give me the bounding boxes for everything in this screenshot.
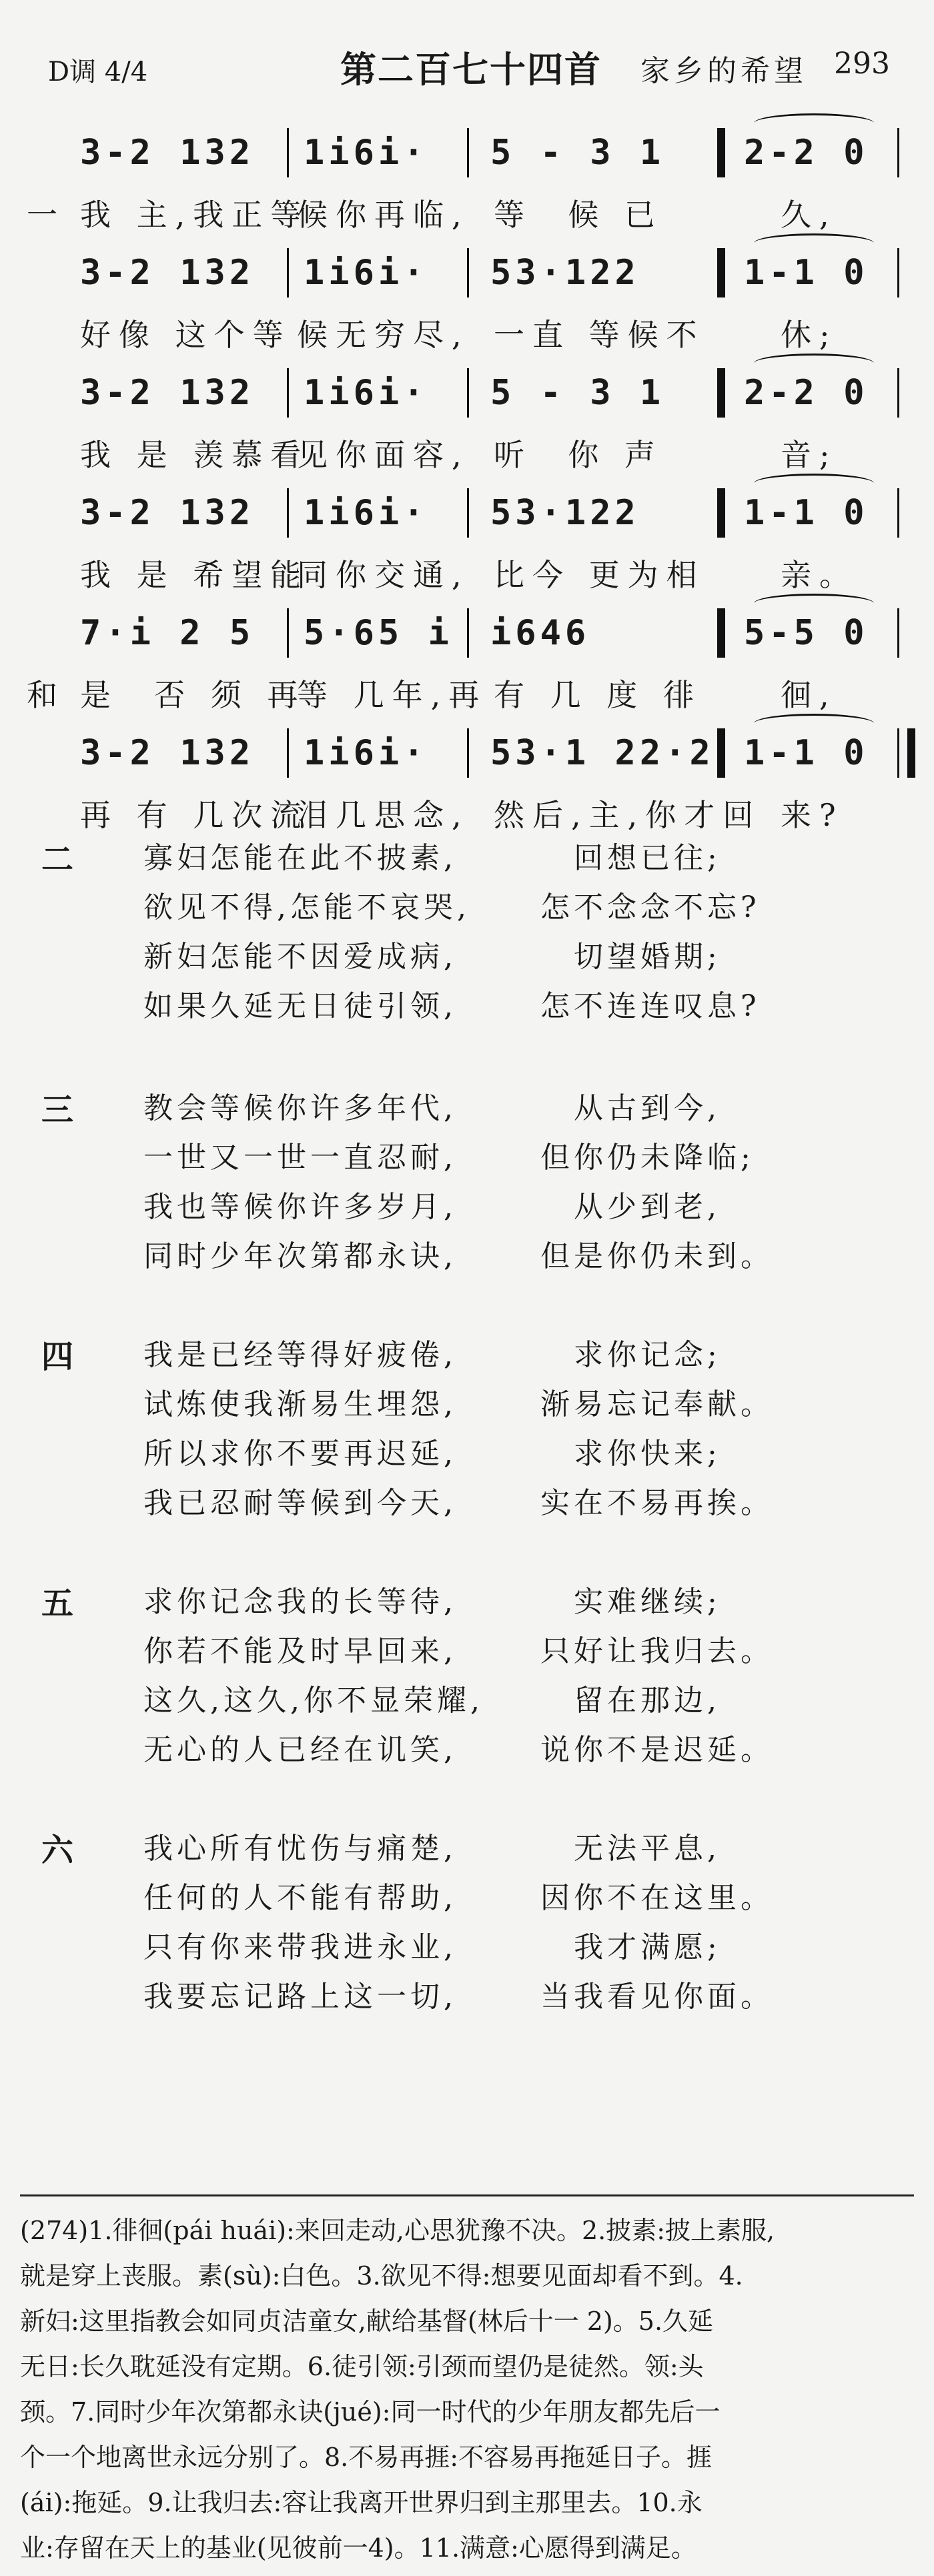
footnote-line: 就是穿上丧服。素(sù):白色。3.欲见不得:想要见面却看不到。4. — [20, 2261, 743, 2291]
measure-notes: 3-2 132 — [80, 253, 255, 293]
measure-notes: 3-2 132 — [80, 493, 255, 533]
verse-line: 切望婚期; — [574, 940, 721, 974]
verse-line: 求你记念; — [574, 1338, 721, 1372]
lyric-text: 听 你 声 — [494, 437, 663, 473]
lyric-text: 来? — [781, 797, 844, 833]
barline — [897, 368, 899, 418]
lyric-prefix: 一 — [27, 197, 65, 233]
slur — [754, 594, 874, 613]
score-system — [0, 113, 934, 240]
barline — [467, 128, 469, 177]
verse-line: 但你仍未降临; — [540, 1141, 755, 1175]
barline — [897, 128, 899, 177]
barline — [717, 248, 725, 297]
lyric-text: 音; — [781, 437, 838, 473]
slur — [754, 714, 874, 733]
verse-line: 这久,这久,你不显荣耀, — [143, 1684, 484, 1718]
barline — [717, 488, 725, 538]
lyric-prefix: 和 — [27, 677, 65, 713]
barline — [467, 368, 469, 418]
measure-notes: 2-2 0 — [744, 133, 869, 173]
measure-notes: 1i6i· — [304, 733, 428, 773]
verse-line: 我才满愿; — [574, 1930, 721, 1964]
lyric-text: 好像 这个等 — [80, 317, 292, 353]
barline — [467, 488, 469, 538]
measure-notes: 53·122 — [490, 253, 640, 293]
stanza-number: 六 — [41, 1832, 74, 1869]
final-barline — [907, 728, 915, 778]
measure-notes: 3-2 132 — [80, 733, 255, 773]
verse-line: 留在那边, — [574, 1684, 721, 1718]
verse-line: 无心的人已经在讥笑, — [143, 1733, 457, 1767]
barline — [287, 608, 289, 658]
barline — [717, 368, 725, 418]
measure-notes: 1i6i· — [304, 133, 428, 173]
footnote-line: (274)1.徘徊(pái huái):来回走动,心思犹豫不决。2.披素:披上素服, — [20, 2216, 775, 2245]
verse-line: 任何的人不能有帮助, — [143, 1881, 457, 1915]
lyric-text: 有 几 度 徘 — [494, 677, 702, 713]
verse-line: 说你不是迟延。 — [540, 1733, 774, 1767]
lyric-text: 是 否 须 再 — [80, 677, 306, 713]
verse-line: 回想已往; — [574, 841, 721, 875]
verse-line: 一世又一世一直忍耐, — [143, 1141, 457, 1175]
barline — [897, 728, 899, 778]
verse-line: 实在不易再挨。 — [540, 1486, 774, 1520]
verse-line: 但是你仍未到。 — [540, 1239, 774, 1273]
lyric-text: 泪几思念, — [297, 797, 470, 833]
measure-notes: 2-2 0 — [744, 373, 869, 413]
footnotes — [20, 2208, 907, 2571]
slur — [754, 474, 874, 493]
lyric-text: 等 候 已 — [494, 197, 663, 233]
measure-notes: 5 - 3 1 — [490, 133, 665, 173]
verse-line: 求你快来; — [574, 1437, 721, 1471]
footnote-line: 无日:长久耽延没有定期。6.徒引领:引颈而望仍是徒然。领:头 — [20, 2352, 704, 2381]
footnote-divider — [20, 2194, 914, 2196]
verse-line: 只好让我归去。 — [540, 1634, 774, 1668]
verse-line: 我心所有忧伤与痛楚, — [143, 1832, 457, 1866]
page-number: 293 — [834, 47, 890, 81]
verse-line: 只有你来带我进永业, — [143, 1930, 457, 1964]
lyric-text: 候你再临, — [297, 197, 470, 233]
score-system — [0, 714, 934, 840]
verse-line: 渐易忘记奉献。 — [540, 1387, 774, 1421]
lyric-text: 休; — [781, 317, 838, 353]
lyric-text: 然后,主,你才回 — [494, 797, 762, 833]
score-system — [0, 233, 934, 360]
hymn-title: 家乡的希望 — [640, 54, 807, 88]
lyric-text: 徊, — [781, 677, 837, 713]
measure-notes: 1i6i· — [304, 253, 428, 293]
lyric-text: 见你面容, — [297, 437, 470, 473]
key-signature: D调 4/4 — [48, 57, 148, 87]
barline — [467, 608, 469, 658]
hymn-number: 第二百七十四首 — [340, 48, 602, 91]
verse-line: 你若不能及时早回来, — [143, 1634, 457, 1668]
slur — [754, 354, 874, 373]
measure-notes: 1-1 0 — [744, 733, 869, 773]
score-system — [0, 594, 934, 720]
verse-line: 无法平息, — [574, 1832, 721, 1866]
lyric-text: 我 是 羡慕看 — [80, 437, 310, 473]
lyric-text: 再 有 几次流 — [80, 797, 310, 833]
barline — [897, 488, 899, 538]
verse-line: 当我看见你面。 — [540, 1980, 774, 2014]
barline — [467, 248, 469, 297]
barline — [467, 728, 469, 778]
measure-notes: 1-1 0 — [744, 253, 869, 293]
barline — [717, 728, 725, 778]
barline — [287, 248, 289, 297]
stanza-number: 五 — [41, 1585, 74, 1622]
measure-notes: 5·65 i — [304, 613, 453, 653]
measure-notes: 1i6i· — [304, 373, 428, 413]
measure-notes: 3-2 132 — [80, 373, 255, 413]
barline — [287, 128, 289, 177]
verse-line: 从少到老, — [574, 1190, 721, 1224]
measure-notes: 53·122 — [490, 493, 640, 533]
verse-line: 怎不连连叹息? — [540, 989, 761, 1023]
verse-line: 我也等候你许多岁月, — [143, 1190, 457, 1224]
slur — [754, 233, 874, 253]
stanza-number: 二 — [41, 841, 74, 878]
measure-notes: 5-5 0 — [744, 613, 869, 653]
lyric-text: 候无穷尽, — [297, 317, 470, 353]
footnote-line: (ái):拖延。9.让我归去:容让我离开世界归到主那里去。10.永 — [20, 2488, 703, 2517]
score-system — [0, 354, 934, 480]
verse-line: 所以求你不要再迟延, — [143, 1437, 457, 1471]
barline — [287, 488, 289, 538]
measure-notes: 1-1 0 — [744, 493, 869, 533]
lyric-text: 亲。 — [781, 557, 858, 593]
verse-line: 寡妇怎能在此不披素, — [143, 841, 457, 875]
verse-line: 试炼使我渐易生埋怨, — [143, 1387, 457, 1421]
lyric-text: 我 是 希望能 — [80, 557, 310, 593]
verse-line: 我是已经等得好疲倦, — [143, 1338, 457, 1372]
measure-notes: 53·1 22·2 — [490, 733, 715, 773]
verse-line: 因你不在这里。 — [540, 1881, 774, 1915]
barline — [717, 128, 725, 177]
measure-notes: 7·i 2 5 — [80, 613, 255, 653]
lyric-text: 同你交通, — [297, 557, 470, 593]
barline — [287, 368, 289, 418]
stanza-number: 四 — [41, 1338, 74, 1375]
score-system — [0, 474, 934, 600]
verse-line: 欲见不得,怎能不哀哭, — [143, 890, 470, 924]
verse-line: 如果久延无日徒引领, — [143, 989, 457, 1023]
verse-line: 从古到今, — [574, 1091, 721, 1125]
page-header — [0, 0, 934, 100]
stanza-number: 三 — [41, 1091, 74, 1129]
footnote-line: 个一个地离世永远分别了。8.不易再捱:不容易再拖延日子。捱 — [20, 2443, 713, 2472]
barline — [287, 728, 289, 778]
footnote-line: 颈。7.同时少年次第都永诀(jué):同一时代的少年朋友都先后一 — [20, 2397, 721, 2427]
lyric-text: 我 主,我正等 — [80, 197, 310, 233]
footnote-line: 业:存留在天上的基业(见彼前一4)。11.满意:心愿得到满足。 — [20, 2533, 696, 2563]
lyric-text: 久, — [781, 197, 837, 233]
verse-line: 怎不念念不忘? — [540, 890, 761, 924]
lyric-text: 一直 等候不 — [494, 317, 705, 353]
verse-line: 我已忍耐等候到今天, — [143, 1486, 457, 1520]
footnote-line: 新妇:这里指教会如同贞洁童女,献给基督(林后十一 2)。5.久延 — [20, 2307, 714, 2336]
measure-notes: i646 — [490, 613, 590, 653]
lyric-text: 比今 更为相 — [494, 557, 705, 593]
measure-notes: 3-2 132 — [80, 133, 255, 173]
measure-notes: 1i6i· — [304, 493, 428, 533]
measure-notes: 5 - 3 1 — [490, 373, 665, 413]
verse-line: 同时少年次第都永诀, — [143, 1239, 457, 1273]
lyric-text: 等 几年,再 — [297, 677, 488, 713]
barline — [717, 608, 725, 658]
verse-line: 实难继续; — [574, 1585, 721, 1619]
verse-line: 我要忘记路上这一切, — [143, 1980, 457, 2014]
verse-line: 教会等候你许多年代, — [143, 1091, 457, 1125]
verse-line: 新妇怎能不因爱成病, — [143, 940, 457, 974]
verse-line: 求你记念我的长等待, — [143, 1585, 457, 1619]
slur — [754, 113, 874, 133]
barline — [897, 608, 899, 658]
barline — [897, 248, 899, 297]
